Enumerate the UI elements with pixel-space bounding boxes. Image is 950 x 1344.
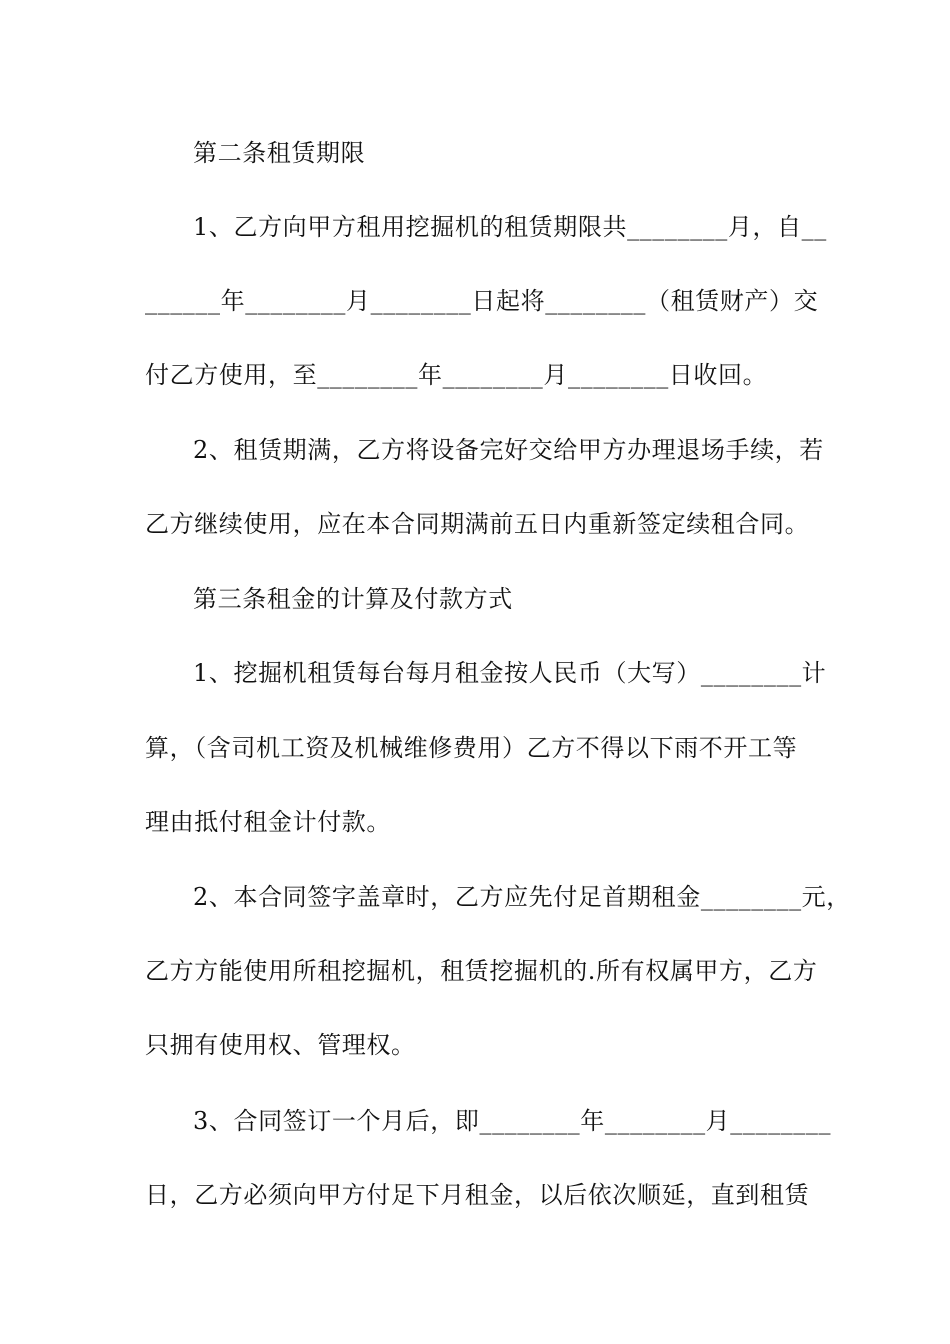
paragraph-line: 理由抵付租金计付款。 (145, 808, 391, 836)
paragraph-line: 乙方继续使用，应在本合同期满前五日内重新签定续租合同。 (145, 510, 810, 538)
paragraph-line: 算，（含司机工资及机械维修费用）乙方不得以下雨不开工等 (145, 734, 798, 762)
paragraph-line: ______年________月________日起将________（租赁财产）交 (145, 287, 819, 315)
section-heading-lease-term: 第二条租赁期限 (193, 139, 366, 167)
paragraph-line: 3、合同签订一个月后，即________年________月________ (193, 1107, 832, 1135)
paragraph-line: 2、租赁期满，乙方将设备完好交给甲方办理退场手续，若 (193, 436, 824, 464)
paragraph-line: 1、挖掘机租赁每台每月租金按人民币（大写）________计 (193, 659, 827, 687)
paragraph-line: 乙方方能使用所租挖掘机，租赁挖掘机的.所有权属甲方，乙方 (145, 957, 818, 985)
section-heading-rent: 第三条租金的计算及付款方式 (193, 585, 513, 613)
paragraph-line: 1、乙方向甲方租用挖掘机的租赁期限共________月，自__ (193, 213, 827, 241)
paragraph-line: 只拥有使用权、管理权。 (145, 1031, 416, 1059)
paragraph-line: 日，乙方必须向甲方付足下月租金，以后依次顺延，直到租赁 (145, 1181, 810, 1209)
paragraph-line: 2、本合同签字盖章时，乙方应先付足首期租金________元， (193, 883, 851, 911)
paragraph-line: 付乙方使用，至________年________月________日收回。 (145, 361, 768, 389)
